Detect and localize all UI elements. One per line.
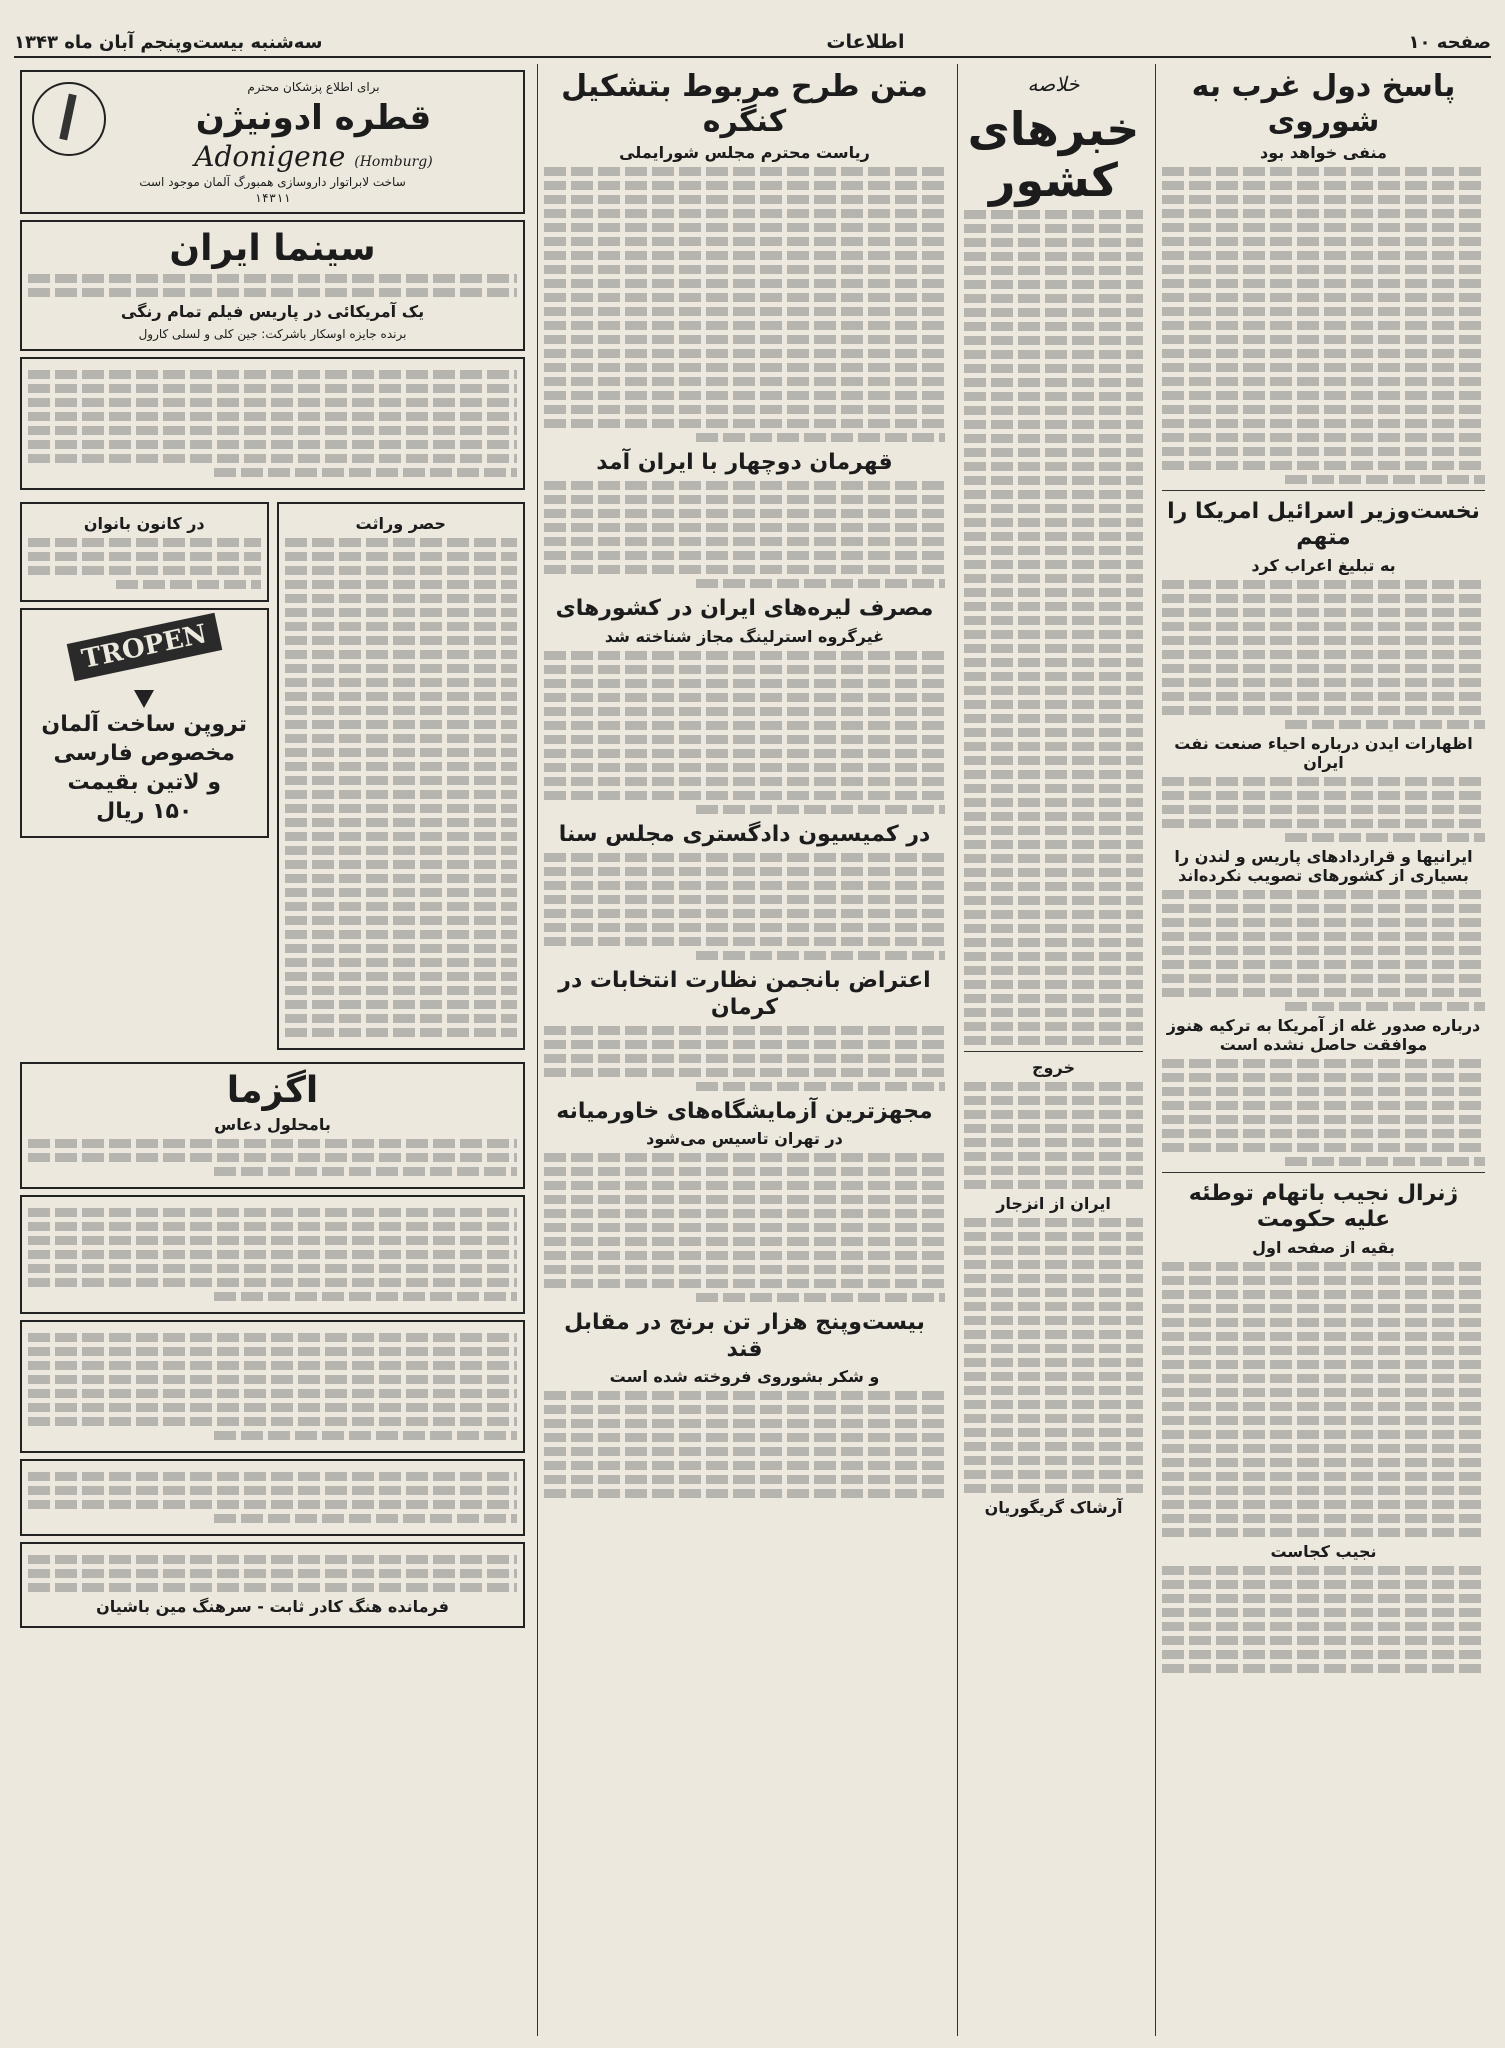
subhead-arab-propaganda: به تبلیغ اعراب کرد — [1251, 555, 1396, 575]
headline-senate-justice: در کمیسیون دادگستری مجلس سنا — [558, 821, 931, 847]
eczema-sub: بامحلول دعاس — [214, 1115, 331, 1134]
subhead-where-is-naguib: نجیب کجاست — [1270, 1541, 1377, 1561]
ad-cinema-iran — [20, 220, 525, 351]
ad-adonigene-head: برای اطلاع پزشکان محترم — [247, 80, 380, 94]
subhead-negative: منفی خواهد بود — [1260, 143, 1387, 162]
cinema-film: یک آمریکائی در پاریس فیلم تمام رنگی — [120, 302, 425, 321]
column-3 — [537, 64, 951, 2036]
cinema-title: سینما ایران — [169, 228, 376, 269]
headline-congress-bill: متن طرح مربوط بتشکیل کنگره — [561, 69, 928, 139]
tropen-logo: TROPEN — [67, 613, 222, 682]
section-departure: خروج — [1032, 1058, 1075, 1078]
ad-tropen — [20, 608, 269, 838]
continued-from-page-one: بقیه از صفحه اول — [1252, 1237, 1395, 1257]
subhead-soviet-sale: و شکر بشوروی فروخته شده است — [609, 1367, 880, 1387]
headline-eden-oil: اظهارات ایدن درباره احیاء صنعت نفت ایران — [1174, 733, 1473, 772]
notice-heirs — [277, 502, 526, 1050]
notice-block — [20, 357, 525, 490]
subhead-sterling: غیرگروه استرلینگ مجاز شناخته شد — [604, 626, 885, 646]
tropen-pen-icon — [134, 690, 154, 708]
subhead-iran-disgust: ایران از انزجار — [996, 1194, 1111, 1214]
subhead-tehran-lab: در تهران تاسیس می‌شود — [646, 1129, 843, 1149]
heirs-title: حصر وراثت — [355, 514, 446, 533]
ad-adonigene-code: ۱۴۳۱۱ — [254, 192, 291, 206]
signature-commander: فرمانده هنگ کادر ثابت - سرهنگ مین باشیان — [96, 1597, 449, 1616]
notice-block-4 — [20, 1459, 525, 1536]
headline-paris-london: ایرانیها و قراردادهای پاریس و لندن را بسیاری از کشورهای تصویب نکرده‌اند — [1174, 846, 1473, 885]
tropen-line-3: و لاتین بقیمت — [67, 770, 222, 795]
tropen-line-1: تروپن ساخت آلمان — [41, 712, 248, 737]
issue-date: سه‌شنبه بیست‌وپنجم آبان ماه ۱۳۴۳ — [14, 31, 323, 53]
summary-label: خلاصه — [1027, 72, 1080, 96]
headline-general-naguib: ژنرال نجیب باتهام توطئه علیه حکومت — [1188, 1180, 1459, 1233]
ad-adonigene-brand: (Homburg) — [354, 154, 433, 170]
ad-adonigene-title: قطره ادونیژن — [195, 98, 432, 138]
headline-grain-turkey: درباره صدور غله از آمریکا به ترکیه هنوز موافقت حاصل نشده است — [1166, 1015, 1481, 1054]
tropen-line-2: مخصوص فارسی — [53, 741, 235, 766]
notice-block-2 — [20, 1195, 525, 1314]
homburg-logo-icon — [32, 82, 106, 156]
subhead-majlis: ریاست محترم مجلس شورایملی — [619, 143, 870, 162]
page-label: صفحه ۱۰ — [1408, 31, 1491, 53]
newspaper-name: اطلاعات — [826, 31, 905, 53]
signature-grigorian: آرشاک گریگوریان — [984, 1498, 1123, 1518]
headline-israel-pm: نخست‌وزیر اسرائیل امریکا را متهم — [1167, 499, 1480, 551]
country-news-title: خبرهای کشور — [967, 102, 1140, 207]
headline-laboratories: مجهزترین آزمایشگاه‌های خاورمیانه — [556, 1098, 933, 1124]
notice-block-5 — [20, 1542, 525, 1628]
headline-kerman-election: اعتراض بانجمن نظارت انتخابات در کرمان — [558, 968, 931, 1020]
column-2 — [957, 64, 1149, 2036]
masthead — [14, 28, 1491, 58]
headline-rice-sugar: بیست‌وپنج هزار تن برنج در مقابل قند — [564, 1310, 925, 1362]
eczema-title: اگزما — [226, 1070, 319, 1111]
ad-adonigene-desc: ساخت لابراتوار داروسازی همبورگ آلمان موجود است — [139, 175, 406, 189]
column-4-ads — [14, 64, 531, 2036]
notice-women — [20, 502, 269, 602]
headline-soviet-reply: پاسخ دول غرب به شوروی — [1191, 69, 1456, 139]
ad-adonigene-latin: Adonigene — [194, 140, 346, 173]
notice-block-3 — [20, 1320, 525, 1453]
ad-adonigene — [20, 70, 525, 214]
headline-champion: قهرمان دوچهار با ایران آمد — [596, 450, 893, 475]
ad-eczema — [20, 1062, 525, 1189]
column-1 — [1155, 64, 1491, 2036]
women-title: در کانون بانوان — [83, 514, 205, 533]
cinema-winner: برنده جایزه اوسکار باشرکت: جین کلی و لسلی کارول — [138, 327, 407, 341]
headline-pound-use: مصرف لیره‌های ایران در کشورهای — [555, 596, 934, 622]
tropen-price: ۱۵۰ ریال — [96, 799, 193, 824]
